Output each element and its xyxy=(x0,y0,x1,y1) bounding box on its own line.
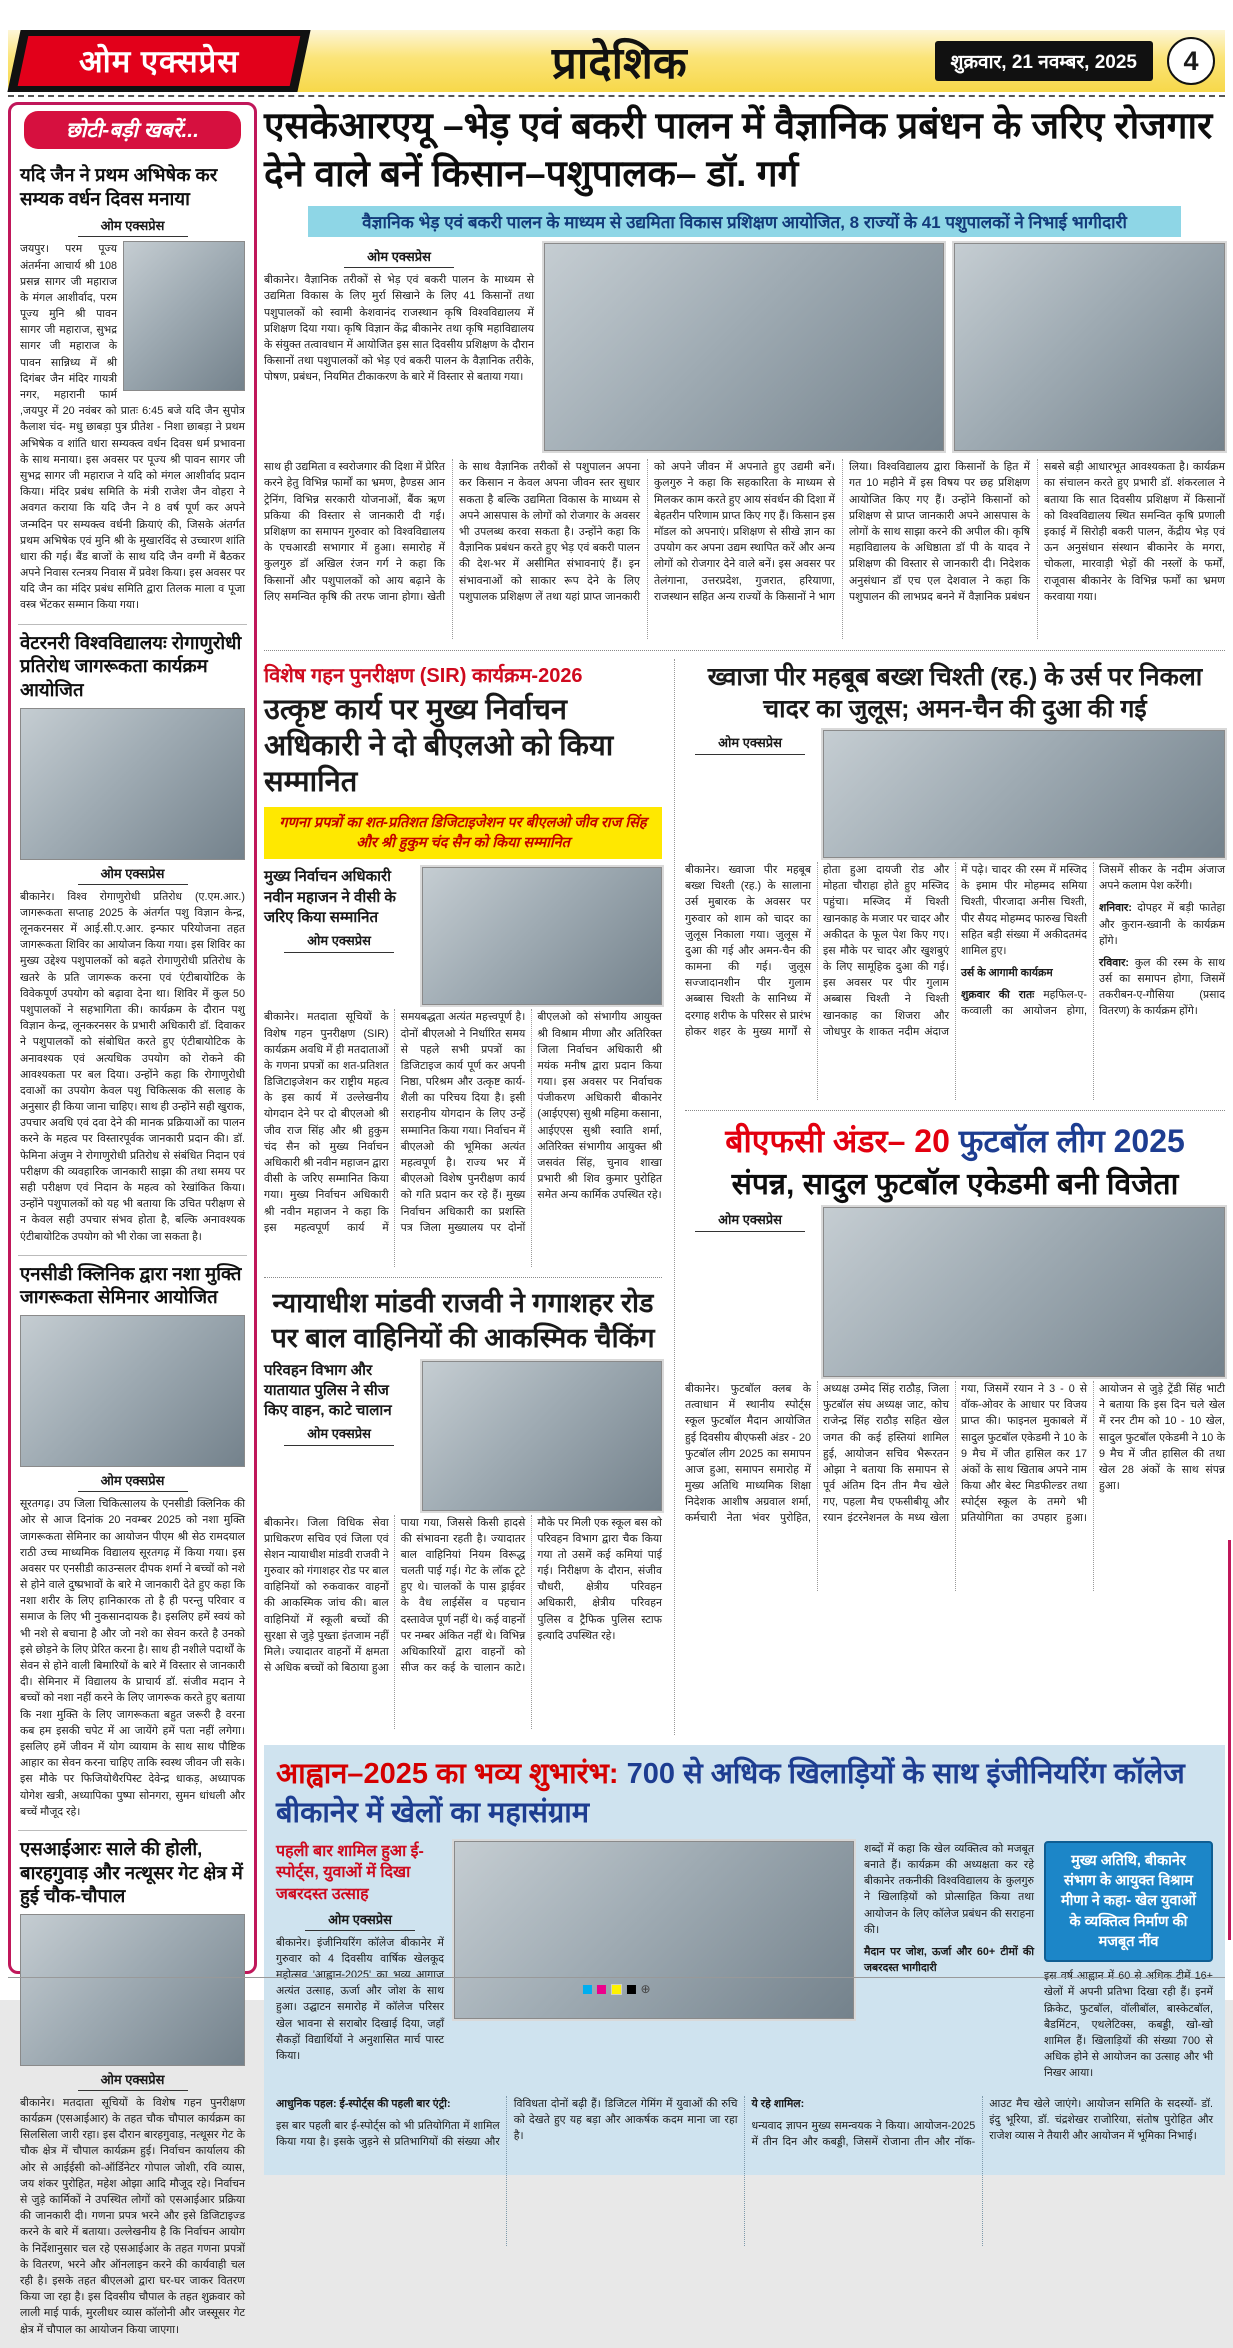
photo-chaupal-meeting xyxy=(20,1914,245,2066)
urs-photo-row xyxy=(685,730,1225,858)
byline: ओम एक्सप्रेस xyxy=(78,1471,188,1492)
left-rail xyxy=(8,102,257,2336)
sir-photo-row xyxy=(264,867,662,1005)
photo-march-past xyxy=(454,1841,854,2019)
lead-body: साथ ही उद्यमिता व स्वरोजगार की दिशा में प्रेरित करने हेतु विभिन्न फार्मों का भ्रमण, हैण्डस आन ट्रेनिंग, विभिन्न सरकारी योजनाओं, बैंक ऋण प्रकिया की विस्तार से जानकारी दी गई। प्रशिक्षण का समापन गुरुवार को विश्वविद्यालय के एचआरडी सभागार में हुआ। समारोह में कुलगुरु डॉ अखिल रंजन गर्ग ने कहा कि किसानों और पशुपालकों को आय बढ़ाने के लिए समन्वित कृषि की तरफ जाना होगा। खेती के साथ वैज्ञानिक तरीकों से पशुपालन अपना कर किसान न केवल अपना जीवन स्तर सुधार सकता है बल्कि उद्यमिता विकास के माध्यम से अपने आसपास के लोगों को रोजगार के अवसर भी उपलब्ध करवा सकता है। उन्होंने कहा कि वैज्ञानिक प्रबंधन करते हुए भेड़ एवं बकरी पालन की देश-भर में असीमित संभावनाएं हैं। इन संभावनाओं को साकार रूप देने के लिए पशुपालक प्रशिक्षण लें तथा यहां प्राप्त जानकारी को अपने जीवन में अपनाते हुए उद्यमी बनें। कुलगुरु ने कहा कि सहकारिता के माध्यम से मिलकर काम करते हुए आय संवर्धन की दिशा में बेहतरीन परिणाम प्राप्त किए गए हैं। किसान इस मॉडल को अपनाएं। प्रशिक्षण से सीखे ज्ञान का उपयोग कर अपना उद्यम स्थापित करें और अन्य लोगों को रोजगार देने वाले बनें। इस अवसर पर तेलंगाना, उत्तरप्रदेश, गुजरात, हरियाणा, राजस्थान सहित अन्य राज्यों के किसानों ने भाग लिया। विश्वविद्यालय द्वारा किसानों के हित में गत 10 महीने में इस विषय पर छह प्रशिक्षण आयोजित किए गए हैं। उन्होंने किसानों को प्रशिक्षण से प्राप्त जानकारी अपने आसपास के लोगों के साथ साझा करने की अपील की। कृषि महाविद्यालय के अधिष्ठाता डॉ पी के यादव ने प्रशिक्षण की विस्तार से जानकारी दी। निदेशक अनुसंधान डॉ एच एल देशवाल ने कहा कि पशुपालन की लाभप्रद बनने में वैज्ञानिक प्रबंधन सबसे बड़ी आधारभूत आवश्यकता है। कार्यक्रम का संचालन करते हुए प्रभारी डॉ. शंकरलाल ने बताया कि सात दिवसीय प्रशिक्षण में किसानों को विश्वविद्यालय स्थित समन्वित कृषि प्रणाली इकाई में सिरोही बकरी पालन, केंद्रीय भेड़ एवं ऊन अनुसंधान संस्थान बीकानेर के मगरा, चोकला, मारवाड़ी भेड़ों की नस्लों के फर्मों, राजूवास बीकानेर के विभिन्न फर्मों का भ्रमण करवाया गया। xyxy=(264,461,1225,603)
sir-subhead: मुख्य निर्वाचन अधिकारी नवीन महाजन ने वीसी के जरिए किया सम्मानित xyxy=(264,868,396,926)
urs-event-text: कुल की रस्म के साथ उर्स का समापन होगा, जिसमें तकरीबन-ए-गौसिया (प्रसाद वितरण) के कार्यक्रम होंगे। xyxy=(1099,956,1225,1018)
lead-subhead: वैज्ञानिक भेड़ एवं बकरी पालन के माध्यम से उद्यमिता विकास प्रशिक्षण आयोजित, 8 राज्यों के 41 पशुपालकों ने निभाई भागीदारी xyxy=(308,206,1182,237)
football-headline-line2: संपन्न, सादुल फुटबॉल एकेडमी बनी विजेता xyxy=(731,1167,1179,1201)
photo-urs-procession xyxy=(823,730,1225,858)
byline: ओम एक्सप्रेस xyxy=(78,864,188,885)
ahvan-sub3-text: धन्यवाद ज्ञापन मुख्य समन्वयक ने किया। आयोजन-2025 में तीन दिन और कबड्डी, जिसमें रोजाना तीन और नॉक-आउट मैच खेले जाएंगे। आयोजन समिति के सदस्यों- डॉ. इंदु भूरिया, डॉ. चंद्रशेखर राजोरिया, संतोष पुरोहित और राजेश व्यास ने तैयारी और आयोजन में भूमिका निभाई। xyxy=(751,2097,1213,2148)
article-body: सूरतगढ़। उप जिला चिकित्सालय के एनसीडी क्लिनिक की ओर से आज दिनांक 20 नवम्बर 2025 को नशा मुक्ति जागरूकता सेमिनार का आयोजन पीएम श्री सेठ रामदयाल राठी उच्च माध्यमिक विद्यालय सूरतगढ़ में किया गया। इस अवसर पर एनसीडी काउन्सलर दीपक शर्मा ने बच्चों को नशे से होने वाले दुष्प्रभावों के बारे मे जानकारी देते हुए कहा कि नशा शरीर के लिए हानिकारक तो है ही परन्तु परिवार व समाज के लिए भी नुकसानदायक है। इसलिए हमें स्वयं को भी नशे से बचाना है और जो नशे का सेवन करते है उनको इसे छोड़ने के लिए प्रेरित करना है। साथ ही नशीले पदार्थों के सेवन से होने वाली बिमारियों के बारे में विस्तार से जानकारी दी। सेमिनार में विद्यालय के प्राचार्य डॉ. संजीव मदान ने बच्चों को नशा नहीं करने के लिए जागरूक करते हुए बताया कि नशा मुक्ति के लिए जागरूकता बहुत जरूरी है वरना कब हम इसकी चपेट में आ जायेंगे हमें पता नहीं लगेगा। इसलिए हमें जीवन में योग व्यायाम के साथ साथ पौष्टिक आहार का सेवन करना चाहिए ताकि स्वस्थ जीवन जी सके। इस मौके पर फिजियोथैरपिस्ट देवेन्द्र धाकड़, अध्यापक योगेश खत्री, अध्यापिका पुष्पा सोनगरा, सुमन धांधली और बच्चें मौजूद रहे। xyxy=(20,1498,245,1818)
ahvan-sub2-text: इस बार पहली बार ई-स्पोर्ट्स को भी प्रतियोगिता में शामिल किया गया है। इसके जुड़ने से प्रतिभागियों की संख्या और विविधता दोनों बढ़ी हैं। डिजिटल गेमिंग में युवाओं की रुचि को देखते हुए यह बड़ा और आकर्षक कदम माना जा रहा है। xyxy=(276,2097,738,2148)
judge-kicker-column xyxy=(264,1361,414,1511)
sir-story xyxy=(264,661,662,1267)
judge-headline: न्यायाधीश मांडवी राजवी ने गगाशहर रोड पर बाल वाहिनियों की आकस्मिक चैकिंग xyxy=(271,1288,655,1354)
ahvan-body-columns xyxy=(276,2096,1213,2246)
football-body: बीकानेर। फुटबॉल क्लब के तत्वाधान में स्थानीय स्पोर्ट्स स्कूल फुटबॉल मैदान आयोजित हुई दिवसीय बीएफसी अंडर - 20 फुटबॉल लीग 2025 का समापन आज हुआ, समापन समारोह में मुख्य अतिथि माध्यमिक शिक्षा निदेशक आशीष अग्रवाल शर्मा, कर्मचारी नेता भंवर पुरोहित, अध्यक्ष उम्मेद सिंह राठौड़, जिला फुटबॉल संघ अध्यक्ष जाट, कोच राजेन्द्र सिंह राठौड़ सहित खेल जगत की कई हस्तियां शामिल हुई, आयोजन सचिव भैरूरतन ओझा ने बताया कि समापन से पूर्व अंतिम दिन तीन मैच खेले गए, पहला मैच एफसीबीयू और रयान इंटरनेशनल के मध्य खेला गया, जिसमें रयान ने 3 - 0 से वॉक-ओवर के आधार पर विजय प्राप्त की। फाइनल मुकाबले में सादुल फुटबॉल एकेडमी ने 10 के 9 मैच में जीत हासिल कर 17 अंकों के साथ खिताब अपने नाम किया और बेस्ट मिडफील्डर तथा स्पोर्ट्स स्कूल के तमगे भी प्रतियोगिता का उपहार हुआ। आयोजन से जुड़े ट्रेंडी सिंह भाटी ने बताया कि इस दिन चले खेल में रनर टीम को 10 - 10 खेल, सादुल फुटबॉल एकेडमी ने 10 के 9 मैच में जीत हासिल की तथा खेल 28 अंकों के साथ संपन्न हुआ। xyxy=(685,1382,1225,1525)
middle-right-column xyxy=(674,659,1225,1735)
middle-left-column xyxy=(264,659,662,1735)
photo-awareness-camp xyxy=(20,708,245,860)
masthead xyxy=(8,30,1225,92)
section-divider xyxy=(685,1110,1225,1111)
ahvan-sub1-title: मैदान पर जोश, ऊर्जा और 60+ टीमों की जबरदस्त भागीदारी xyxy=(864,1945,1034,1975)
ahvan-kicker: पहली बार शामिल हुआ ई-स्पोर्ट्स, युवाओं में दिखा जबरदस्त उत्साह xyxy=(276,1842,424,1903)
lead-intro: बीकानेर। वैज्ञानिक तरीकों से भेड़ एवं बकरी पालन के माध्यम से उद्यमिता विकास के लिए मुर्रा सिखाने के लिए 41 किसानों तथा पशुपालकों को स्वामी केशवानंद राजस्थान कृषि विश्वविद्यालय में प्रशिक्षण दिया गया। कृषि विज्ञान केंद्र बीकानेर तथा कृषि महाविद्यालय के संयुक्त तत्वावधान में आयोजित इस सात दिवसीय प्रशिक्षण के दौरान किसानों तथा पशुपालकों को भेड़ एवं बकरी पालन के वैज्ञानिक तरीके, पोषण, प्रबंधन, नियमित टीकाकरण के बारे में विस्तार से बताया गया। xyxy=(264,274,534,384)
urs-event-label: शुक्रवार की रातः xyxy=(961,989,1035,1002)
ahvan-story xyxy=(264,1745,1225,2175)
lead-headline: एसकेआरएयू –भेड़ एवं बकरी पालन में वैज्ञानिक प्रबंधन के जरिए रोजगार देने वाले बनें किसान–पशुपालक– डॉ. गर्ग xyxy=(264,105,1213,195)
article-headline: एसआईआरः साले की होली, बारहगुवाड़ और नत्थूसर गेट क्षेत्र में हुई चौक-चौपाल xyxy=(20,1837,243,1907)
photo-bus-checking xyxy=(422,1361,662,1511)
rail-article-veterinary xyxy=(18,625,247,1256)
byline: ओम एक्सप्रेस xyxy=(344,247,454,268)
photo-training-group xyxy=(544,243,944,451)
lead-photo-row xyxy=(264,243,1225,451)
ahvan-headline xyxy=(276,1755,1213,1833)
sir-highlight: गणना प्रपत्रों का शत-प्रतिशत डिजिटाइजेशन पर बीएलओ जीव राज सिंह और श्री हुकुम चंद सैन को किया सम्मानित xyxy=(264,807,662,860)
page-edge-mark xyxy=(1228,1540,1231,1940)
ahvan-mid-column xyxy=(864,1841,1034,2088)
article-headline: एनसीडी क्लिनिक द्वारा नशा मुक्ति जागरूकता सेमिनार आयोजित xyxy=(20,1262,242,1308)
article-body: बीकानेर। मतदाता सूचियों के विशेष गहन पुनरीक्षण कार्यक्रम (एसआईआर) के तहत चौक चौपाल कार्यक्रम का सिलसिला जारी रहा। इस दौरान बारहगुवाड़, नत्थूसर गेट के चौक क्षेत्र में चौपाल कार्यक्रम हुई। निर्वाचन कार्यालय की ओर से आईईसी को-ऑर्डिनेटर गोपाल जोशी, रवि व्यास, जय शंकर पुरोहित, महेश ओझा आदि मौजूद रहे। निर्वाचन से जुड़े कार्मिकों ने उपस्थित लोगों को एसआईआर प्रक्रिया की जानकारी दी। गणना प्रपत्र भरने और इसे डिजिटाइज्ड करने के बारे में बताया। उल्लेखनीय है कि निर्वाचन आयोग के निर्देशानुसार चल रहे एसआईआर के तहत गणना प्रपत्रों के वितरण, भरने और ऑनलाइन करने की कार्यवाही चल रही है। इसके तहत बीएलओ द्वारा घर-घर जाकर वितरण किया जा रहा है। इस दिवसीय चौपाल के तहत शुक्रवार को लाली माई पार्क, मुरलीधर व्यास कॉलोनी और जस्सूसर गेट क्षेत्र में चौपाल का आयोजन किया जाएगा। xyxy=(20,2096,245,2336)
article-headline: यदि जैन ने प्रथम अभिषेक कर सम्यक वर्धन दिवस मनाया xyxy=(20,164,218,209)
urs-event-label: शनिवार: xyxy=(1099,902,1132,915)
urs-story xyxy=(685,661,1225,1100)
football-byline-column xyxy=(685,1207,815,1377)
urs-events-title: उर्स के आगामी कार्यक्रम xyxy=(961,967,1053,980)
ahvan-mid-text: शब्दों में कहा कि खेल व्यक्तित्व को मजबूत बनाते हैं। कार्यक्रम की अध्यक्षता कर रहे बीकानेर तकनीकी विश्वविद्यालय के कुलगुरु ने खिलाड़ियों को प्रोत्साहित किया तथा आयोजन के लिए कॉलेज प्रबंधन की सराहना की। xyxy=(864,1842,1034,1936)
main-area xyxy=(264,102,1226,2148)
photo-abhishek-ceremony xyxy=(123,241,245,391)
byline: ओम एक्सप्रेस xyxy=(284,1425,394,1446)
urs-byline-column xyxy=(685,730,815,858)
middle-band xyxy=(264,659,1225,1735)
urs-event-text: दोपहर में बड़ी फातेहा और कुरान-ख्वानी के कार्यक्रम होंगे। xyxy=(1099,902,1226,947)
byline: ओम एक्सप्रेस xyxy=(305,1910,415,1931)
ahvan-sub3-title: ये रहे शामिल: xyxy=(751,2097,805,2110)
section-divider xyxy=(264,650,1225,651)
byline: ओम एक्सप्रेस xyxy=(695,734,805,755)
article-body: जयपुर। परम पूज्य अंतर्मना आचार्य श्री 108 प्रसन्न सागर जी महाराज के मंगल आशीर्वाद, परम पूज्य मुनि श्री पावन सागर जी महाराज, सुभद्र सागर जी महाराज के पावन सान्निध्य में श्री दिगंबर जैन मंदिर गायत्री नगर, महारानी फार्म ,जयपुर में 20 नवंबर को प्रातः 6:45 बजे यदि जैन सुपोत्र कैलाश चंद- मधु छाबड़ा पुत्र प्रीतेश - निशा छाबड़ा ने प्रथम अभिषेक व शांति धारा सम्यक्त्व वर्धन दिवस धर्म प्रभावना के साथ मनाया। इस अवसर पर पूज्य श्री पावन सागर जी सुभद्र सागर जी महाराज ने यदि को मंगल आशीर्वाद प्रदान किया। मंदिर प्रबंध समिति के मंत्री राजेश जैन वोहरा ने अवगत कराया कि यदि जैन ने 8 वर्ष पूर्ण कर अपने जन्मदिन पर सम्यक्त्व वर्धनी क्रियाएं की, जिसके अंतर्गत प्रथम अभिषेक एवं मुनि श्री के मुखारविंद से उच्चारण शांति धारा की गई। बैंड बाजों के साथ यदि जैन वग्गी में बैठकर अपने निवास रत्नत्रय निवास में प्रवेश किया। इस अवसर पर यदि जैन का मंदिर प्रबंध समिति द्वारा तिलक माला व पूजा वस्त्र भेंटकर सम्मान किया गया। xyxy=(20,243,245,612)
judge-kicker: परिवहन विभाग और यातायात पुलिस ने सीज किए वाहन, काटे चालान xyxy=(264,1361,392,1420)
print-registration-marks xyxy=(582,1982,650,1996)
urs-body-columns xyxy=(685,862,1225,1100)
byline: ओम एक्सप्रेस xyxy=(78,2070,188,2091)
section-title: प्रादेशिक xyxy=(551,39,687,88)
ahvan-sub2-title: आधुनिक पहल: ई-स्पोर्ट्स की पहली बार एंट्री: xyxy=(276,2097,451,2110)
page-number: 4 xyxy=(1167,37,1215,85)
ahvan-blue-box: मुख्य अतिथि, बीकानेर संभाग के आयुक्त विश्राम मीणा ने कहा- खेल युवाओं के व्यक्तित्व निर्माण की मजबूत नींव xyxy=(1044,1841,1213,1962)
rail-article-sir-chaupal xyxy=(18,1831,247,2348)
magenta-mark xyxy=(596,1985,605,1994)
sir-headline: उत्कृष्ट कार्य पर मुख्य निर्वाचन अधिकारी ने दो बीएलओ को किया सम्मानित xyxy=(264,693,614,799)
rail-article-ncd xyxy=(18,1256,247,1831)
urs-body: बीकानेर। ख्वाजा पीर महबूब बख्श चिश्ती (रह.) के सालाना उर्स मुबारक के अवसर पर गुरुवार को शाम को चादर का जुलूस निकाला गया। जुलूस में दुआ की गई और अमन-चैन की कामना की गई। जुलूस सज्जादानशीन पीर गुलाम अब्बास चिश्ती के सानिध्य में दरगाह शरीफ के परिसर से प्रारंभ होकर शहर के मुख्य मार्गों से होता हुआ दायजी रोड और मोहता चौराहा होते हुए मस्जिद पहुंचा। मस्जिद में चिश्ती खानकाह के मजार पर चादर और अकीदत के फूल पेश किए गए। इस मौके पर चादर और खुशबुएं के लिए सामूहिक दुआ की गई। इस अवसर पर पीर गुलाम अब्बास चिश्ती ने चिश्ती खानकाह का शिजरा और जोधपुर के शाकत नदीम अंदाज में पढ़े। चादर की रस्म में मस्जिद के इमाम पीर मोहम्मद समिया चिश्ती, पीरजादा अनीस चिश्ती, पीर सैयद मोहम्मद फारुख चिश्ती सहित बड़ी संख्या में अकीदतमंद शामिल हुए। xyxy=(685,863,1087,1038)
ahvan-sub1-text: इस वर्ष आह्वान में 60 से अधिक टीमें 16+ खेलों में अपनी प्रतिभा दिखा रही हैं। इनमें क्रिकेट, फुटबॉल, वॉलीबॉल, बास्केटबॉल, बैडमिंटन, एथलेटिक्स, कबड्डी, खो-खो शामिल हैं। खिलाड़ियों की संख्या 700 से अधिक होने से आयोजन का उत्साह और भी निखर आया। xyxy=(1044,1970,1213,2080)
photo-seminar-students xyxy=(20,1315,245,1467)
byline: ओम एक्सप्रेस xyxy=(284,932,394,953)
black-mark xyxy=(626,1985,635,1994)
byline: ओम एक्सप्रेस xyxy=(78,216,188,237)
byline: ओम एक्सप्रेस xyxy=(695,1211,805,1232)
logo-text: ओम एक्सप्रेस xyxy=(78,44,240,79)
rail-article-jain xyxy=(18,157,247,625)
judge-body: बीकानेर। जिला विधिक सेवा प्राधिकरण सचिव एवं जिला एवं सेशन न्यायाधीश मांडवी राजवी ने गुरुवार को गंगाशहर रोड पर बाल वाहिनियों को रुकवाकर वाहनों की आकस्मिक जांच की। बाल वाहिनियों में स्कूली बच्चों की सुरक्षा से जुड़े पुख्ता इंतजाम नहीं मिले। ज्यादातर वाहनों में क्षमता से अधिक बच्चों को बिठाया हुआ पाया गया, जिससे किसी हादसे की संभावना रहती है। ज्यादातर बाल वाहिनियां नियम विरूद्ध चलती पाई गई। गेट के लॉक टूटे हुए थे। चालकों के पास ड्राईवर के वैध लाईसेंस व पहचान दस्तावेज पूर्ण नहीं थे। कई वाहनों पर नम्बर अंकित नहीं थे। विभिन्न अधिकारियों द्वारा वाहनों को सीज कर कई के चालान काटे। मौके पर मिली एक स्कूल बस को परिवहन विभाग द्वारा चैक किया गया तो उसमें कई कमियां पाई गई। निरीक्षण के दौरान, संजीव चौधरी, क्षेत्रीय परिवहन अधिकारी, क्षेत्रीय परिवहन पुलिस व ट्रैफिक पुलिस स्टाफ इत्यादि उपस्थित रहे। xyxy=(264,1516,662,1675)
footer-divider xyxy=(8,1977,1225,1978)
logo-red-plate xyxy=(18,36,301,86)
photo-award-presentation xyxy=(954,243,1225,451)
ahvan-top-row xyxy=(276,1841,1213,2088)
article-body: बीकानेर। विश्व रोगाणुरोधी प्रतिरोध (ए.एम.आर.) जागरूकता सप्ताह 2025 के अंतर्गत पशु विज्ञान केन्द्र, लूनकरनसर में आई.सी.ए.आर. इन्फार परियोजना तहत जागरूकता शिविर का आयोजन किया गया। इस शिविर का मुख्य उद्देश्य पशुपालकों को बढ़ते रोगाणुरोधी प्रतिरोध के खतरे के प्रति जागरूक करना एवं एंटीबायोटिक के विवेकपूर्ण उपयोग को बढ़ावा देना था। शिविर में कुल 50 पशुपालकों ने सहभागिता की। कार्यक्रम के दौरान पशु विज्ञान केन्द्र, लूनकरनसर के प्रभारी अधिकारी डॉ. दिवाकर ने पशुपालकों को संबोधित करते हुए एंटीबायोटिक के अनावश्यक एवं अत्यधिक उपयोग को रोकने की आवश्यकता पर बल दिया। उन्होंने कहा कि रोगाणुरोधी दवाओं का उपयोग केवल पशु चिकित्सक की सलाह के अनुसार ही किया जाना चाहिए। साथ ही उन्होंने सही खुराक, उपचार अवधि एवं दवा देने की मानक प्रक्रियाओं का पालन करने के महत्व पर विस्तारपूर्वक जानकारी प्रदान की। डॉ. फेमिना अंजुम ने रोगाणुरोधी प्रतिरोध से संबंधित निदान एवं परीक्षण की व्यवहारिक जानकारी साझा की तथा समय पर सही परीक्षण एवं निदान के महत्व को रेखांकित किया। उन्होंने पशुपालकों को यह भी बताया कि उचित परीक्षण से न केवल सही उपचार संभव होता है, बल्कि अनावश्यक एंटीबायोटिक उपयोग को भी रोका जा सकता है। xyxy=(20,890,245,1243)
newspaper-logo xyxy=(7,30,310,92)
urs-event-text: महफिल-ए-कव्वाली का आयोजन होगा, जिसमें सीकर के नदीम अंजाज अपने कलाम पेश करेंगी। xyxy=(961,863,1225,1018)
sir-body: बीकानेर। मतदाता सूचियों के विशेष गहन पुनरीक्षण (SIR) कार्यक्रम अवधि में ही मतदाताओं के गणना प्रपत्रों का शत-प्रतिशत डिजिटाइजेशन कर राष्ट्रीय महत्व के इस कार्य में उल्लेखनीय योगदान देने पर दो बीएलओ श्री जीव राज सिंह और श्री हुकुम चंद सैन को मुख्य निर्वाचन अधिकारी श्री नवीन महाजन द्वारा वीसी के जरिए सम्मानित किया गया। मुख्य निर्वाचन अधिकारी श्री नवीन महाजन ने कहा कि इस महत्वपूर्ण कार्य में समयबद्धता अत्यंत महत्त्वपूर्ण है। दोनों बीएलओ ने निर्धारित समय से पहले सभी प्रपत्रों का डिजिटाइज कार्य पूर्ण कर अपनी निष्ठा, परिश्रम और उत्कृष्ट कार्य-शैली का परिचय दिया है। इसी सराहनीय योगदान के लिए उन्हें सम्मानित किया गया। निर्वाचन में बीएलओ की भूमिका अत्यंत महत्वपूर्ण है। राज्य भर में बीएलओ विशेष पुनरीक्षण कार्य को गति प्रदान कर रहे हैं। मुख्य निर्वाचन अधिकारी का प्रशस्ति पत्र जिला मुख्यालय पर दोनों बीएलओ को संभागीय आयुक्त श्री विश्राम मीणा और अतिरिक्त जिला निर्वाचन अधिकारी श्री मयंक मनीष द्वारा प्रदान किया गया। इस अवसर पर निर्वाचक पंजीकरण अधिकारी बीकानेर (आईएएस) सुश्री महिमा कसाना, आईएएस सुश्री स्वाति शर्मा, अतिरिक्त संभागीय आयुक्त श्री जसवंत सिंह, चुनाव शाखा प्रभारी श्री शिव कुमार पुरोहित समेत अन्य कार्मिक उपस्थित रहे। xyxy=(264,1011,662,1234)
photo-vc-felicitation xyxy=(422,867,662,1005)
rail-banner: छोटी-बड़ी खबरें... xyxy=(24,111,241,149)
football-headline-red: बीएफसी अंडर– 20 xyxy=(725,1122,950,1159)
urs-headline: ख्वाजा पीर महबूब बख्श चिश्ती (रह.) के उर्स पर निकला चादर का जुलूस; अमन-चैन की दुआ की गई xyxy=(707,662,1203,724)
sir-kicker: विशेष गहन पुनरीक्षण (SIR) कार्यक्रम-2026 xyxy=(264,664,583,687)
section-divider xyxy=(264,1277,662,1278)
football-headline-line1 xyxy=(685,1119,1225,1162)
ahvan-right-column xyxy=(1044,1841,1213,2088)
photo-football-teams xyxy=(823,1207,1225,1377)
cyan-mark xyxy=(582,1985,591,1994)
header-divider xyxy=(8,95,1225,97)
ahvan-lead: बीकानेर। इंजीनियरिंग कॉलेज बीकानेर में गुरुवार को 4 दिवसीय वार्षिक खेलकूद महोत्सव 'आह्वान-2025' का भव्य आगाज अत्यंत उत्साह, ऊर्जा और जोश के साथ हुआ। उद्घाटन समारोह में कॉलेज परिसर खेल भावना से सराबोर दिखाई दिया, जहाँ सैकड़ों विद्यार्थियों ने अनुशासित मार्च पास्ट किया। xyxy=(276,1936,444,2062)
ahvan-headline-blue: 700 से अधिक खिलाड़ियों के साथ इंजीनियरिंग कॉलेज बीकानेर में खेलों का महासंग्राम xyxy=(276,1757,1185,1829)
football-story xyxy=(685,1119,1225,1591)
sir-subhead-column xyxy=(264,867,414,1005)
urs-event-label: रविवार: xyxy=(1099,956,1130,969)
article-headline: वेटरनरी विश्वविद्यालयः रोगाणुरोधी प्रतिरोध जागरूकता कार्यक्रम आयोजित xyxy=(20,631,242,700)
football-headline-blue: फुटबॉल लीग 2025 xyxy=(958,1122,1185,1159)
yellow-mark xyxy=(610,1984,621,1995)
ahvan-headline-red: आह्वान–2025 का भव्य शुभारंभ: xyxy=(276,1757,619,1790)
judge-story xyxy=(264,1286,662,1728)
ahvan-kicker-column xyxy=(276,1841,444,2088)
lead-story xyxy=(264,102,1225,639)
registration-target-icon: ⊕ xyxy=(640,1982,651,1996)
judge-photo-row xyxy=(264,1361,662,1511)
football-photo-row xyxy=(685,1207,1225,1377)
lead-left-column xyxy=(264,243,534,451)
date-box: शुक्रवार, 21 नवम्बर, 2025 xyxy=(935,41,1153,81)
